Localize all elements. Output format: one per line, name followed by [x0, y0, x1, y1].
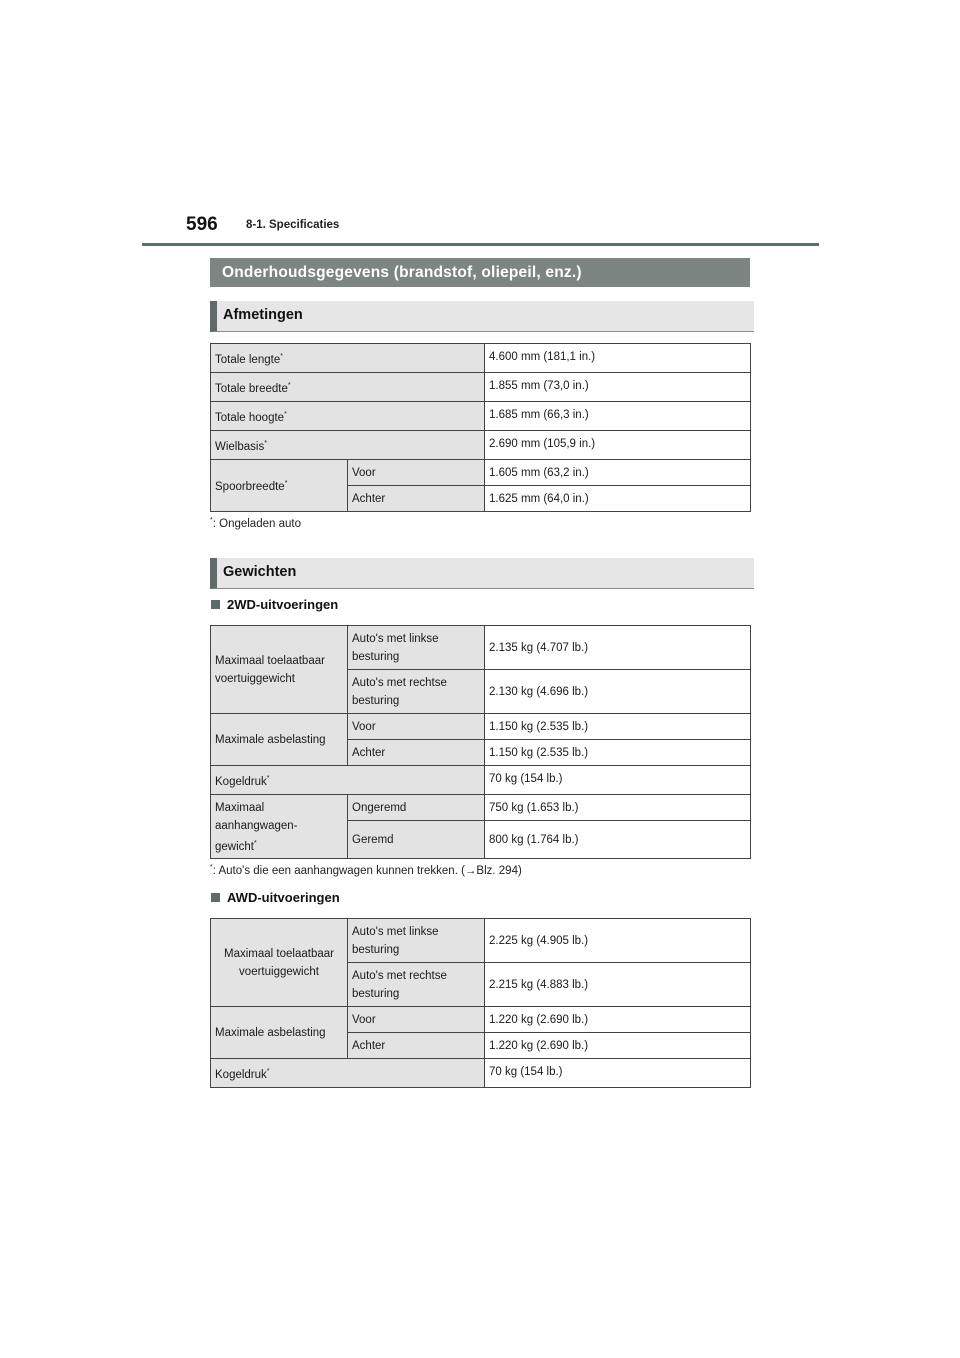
- totale-hoogte-label: Totale hoogte*: [211, 402, 485, 431]
- 2wd-braked-value: 800 kg (1.764 lb.): [485, 821, 751, 859]
- table-row: [211, 344, 751, 373]
- 2wd-axle-rear-value: 1.150 kg (2.535 lb.): [485, 740, 751, 766]
- awd-axle-rear-label: Achter: [348, 1033, 485, 1059]
- 2wd-axle-rear-label: Achter: [348, 740, 485, 766]
- table-row: [211, 1007, 751, 1033]
- table-row: [211, 1059, 751, 1088]
- totale-breedte-value: 1.855 mm (73,0 in.): [485, 373, 751, 402]
- section-label: 8-1. Specificaties: [246, 219, 340, 231]
- awd-kogeldruk-value: 70 kg (154 lb.): [485, 1059, 751, 1088]
- totale-breedte-label: Totale breedte*: [211, 373, 485, 402]
- 2wd-trailer-weight-label: Maximaal aanhangwagen- gewicht*: [211, 795, 348, 859]
- table-row: [211, 431, 751, 460]
- awd-axle-load-label: Maximale asbelasting: [211, 1007, 348, 1059]
- section-banner: Onderhoudsgegevens (brandstof, oliepeil, enz.): [210, 258, 750, 287]
- totale-lengte-label: Totale lengte*: [211, 344, 485, 373]
- spoorbreedte-voor-label: Voor: [348, 460, 485, 486]
- awd-rhd-label: Auto's met rechtse besturing: [348, 963, 485, 1007]
- table-row: [211, 373, 751, 402]
- awd-kogeldruk-label: Kogeldruk*: [211, 1059, 485, 1088]
- page-number: 596: [186, 214, 218, 235]
- 2wd-axle-load-label: Maximale asbelasting: [211, 714, 348, 766]
- spoorbreedte-achter-value: 1.625 mm (64,0 in.): [485, 486, 751, 512]
- table-row: [211, 402, 751, 431]
- table-row: [211, 714, 751, 740]
- table-row: [211, 919, 751, 963]
- table-row: [211, 626, 751, 670]
- header-rule: [142, 243, 819, 246]
- spoorbreedte-label: Spoorbreedte*: [211, 460, 348, 512]
- 2wd-unbraked-label: Ongeremd: [348, 795, 485, 821]
- awd-max-weight-label: Maximaal toelaatbaar voertuiggewicht: [211, 919, 348, 1007]
- wielbasis-label: Wielbasis*: [211, 431, 485, 460]
- spoorbreedte-achter-label: Achter: [348, 486, 485, 512]
- 2wd-unbraked-value: 750 kg (1.653 lb.): [485, 795, 751, 821]
- table-row: [211, 795, 751, 821]
- 2wd-braked-label: Geremd: [348, 821, 485, 859]
- afmetingen-footnote: *: Ongeladen auto: [210, 517, 301, 530]
- 2wd-lhd-value: 2.135 kg (4.707 lb.): [485, 626, 751, 670]
- 2wd-kogeldruk-label: Kogeldruk*: [211, 766, 485, 795]
- wielbasis-value: 2.690 mm (105,9 in.): [485, 431, 751, 460]
- awd-lhd-value: 2.225 kg (4.905 lb.): [485, 919, 751, 963]
- totale-hoogte-value: 1.685 mm (66,3 in.): [485, 402, 751, 431]
- 2wd-footnote: *: Auto's die een aanhangwagen kunnen trekken. (→Blz. 294): [210, 864, 522, 877]
- 2wd-axle-front-value: 1.150 kg (2.535 lb.): [485, 714, 751, 740]
- awd-rhd-value: 2.215 kg (4.883 lb.): [485, 963, 751, 1007]
- spoorbreedte-voor-value: 1.605 mm (63,2 in.): [485, 460, 751, 486]
- awd-lhd-label: Auto's met linkse besturing: [348, 919, 485, 963]
- bullet-square-icon: [211, 893, 220, 902]
- awd-axle-rear-value: 1.220 kg (2.690 lb.): [485, 1033, 751, 1059]
- 2wd-axle-front-label: Voor: [348, 714, 485, 740]
- 2wd-heading: 2WD-uitvoeringen: [211, 597, 338, 612]
- table-row: [211, 460, 751, 486]
- afmetingen-heading: Afmetingen: [210, 301, 754, 332]
- awd-axle-front-label: Voor: [348, 1007, 485, 1033]
- 2wd-rhd-value: 2.130 kg (4.696 lb.): [485, 670, 751, 714]
- awd-axle-front-value: 1.220 kg (2.690 lb.): [485, 1007, 751, 1033]
- 2wd-lhd-label: Auto's met linkse besturing: [348, 626, 485, 670]
- table-row: [211, 766, 751, 795]
- 2wd-rhd-label: Auto's met rechtse besturing: [348, 670, 485, 714]
- gewichten-heading: Gewichten: [210, 558, 754, 589]
- afmetingen-table: [210, 343, 751, 512]
- awd-heading: AWD-uitvoeringen: [211, 890, 340, 905]
- 2wd-max-weight-label: Maximaal toelaatbaar voertuiggewicht: [211, 626, 348, 714]
- awd-weights-table: [210, 918, 751, 1088]
- 2wd-weights-table: [210, 625, 751, 859]
- bullet-square-icon: [211, 600, 220, 609]
- totale-lengte-value: 4.600 mm (181,1 in.): [485, 344, 751, 373]
- 2wd-kogeldruk-value: 70 kg (154 lb.): [485, 766, 751, 795]
